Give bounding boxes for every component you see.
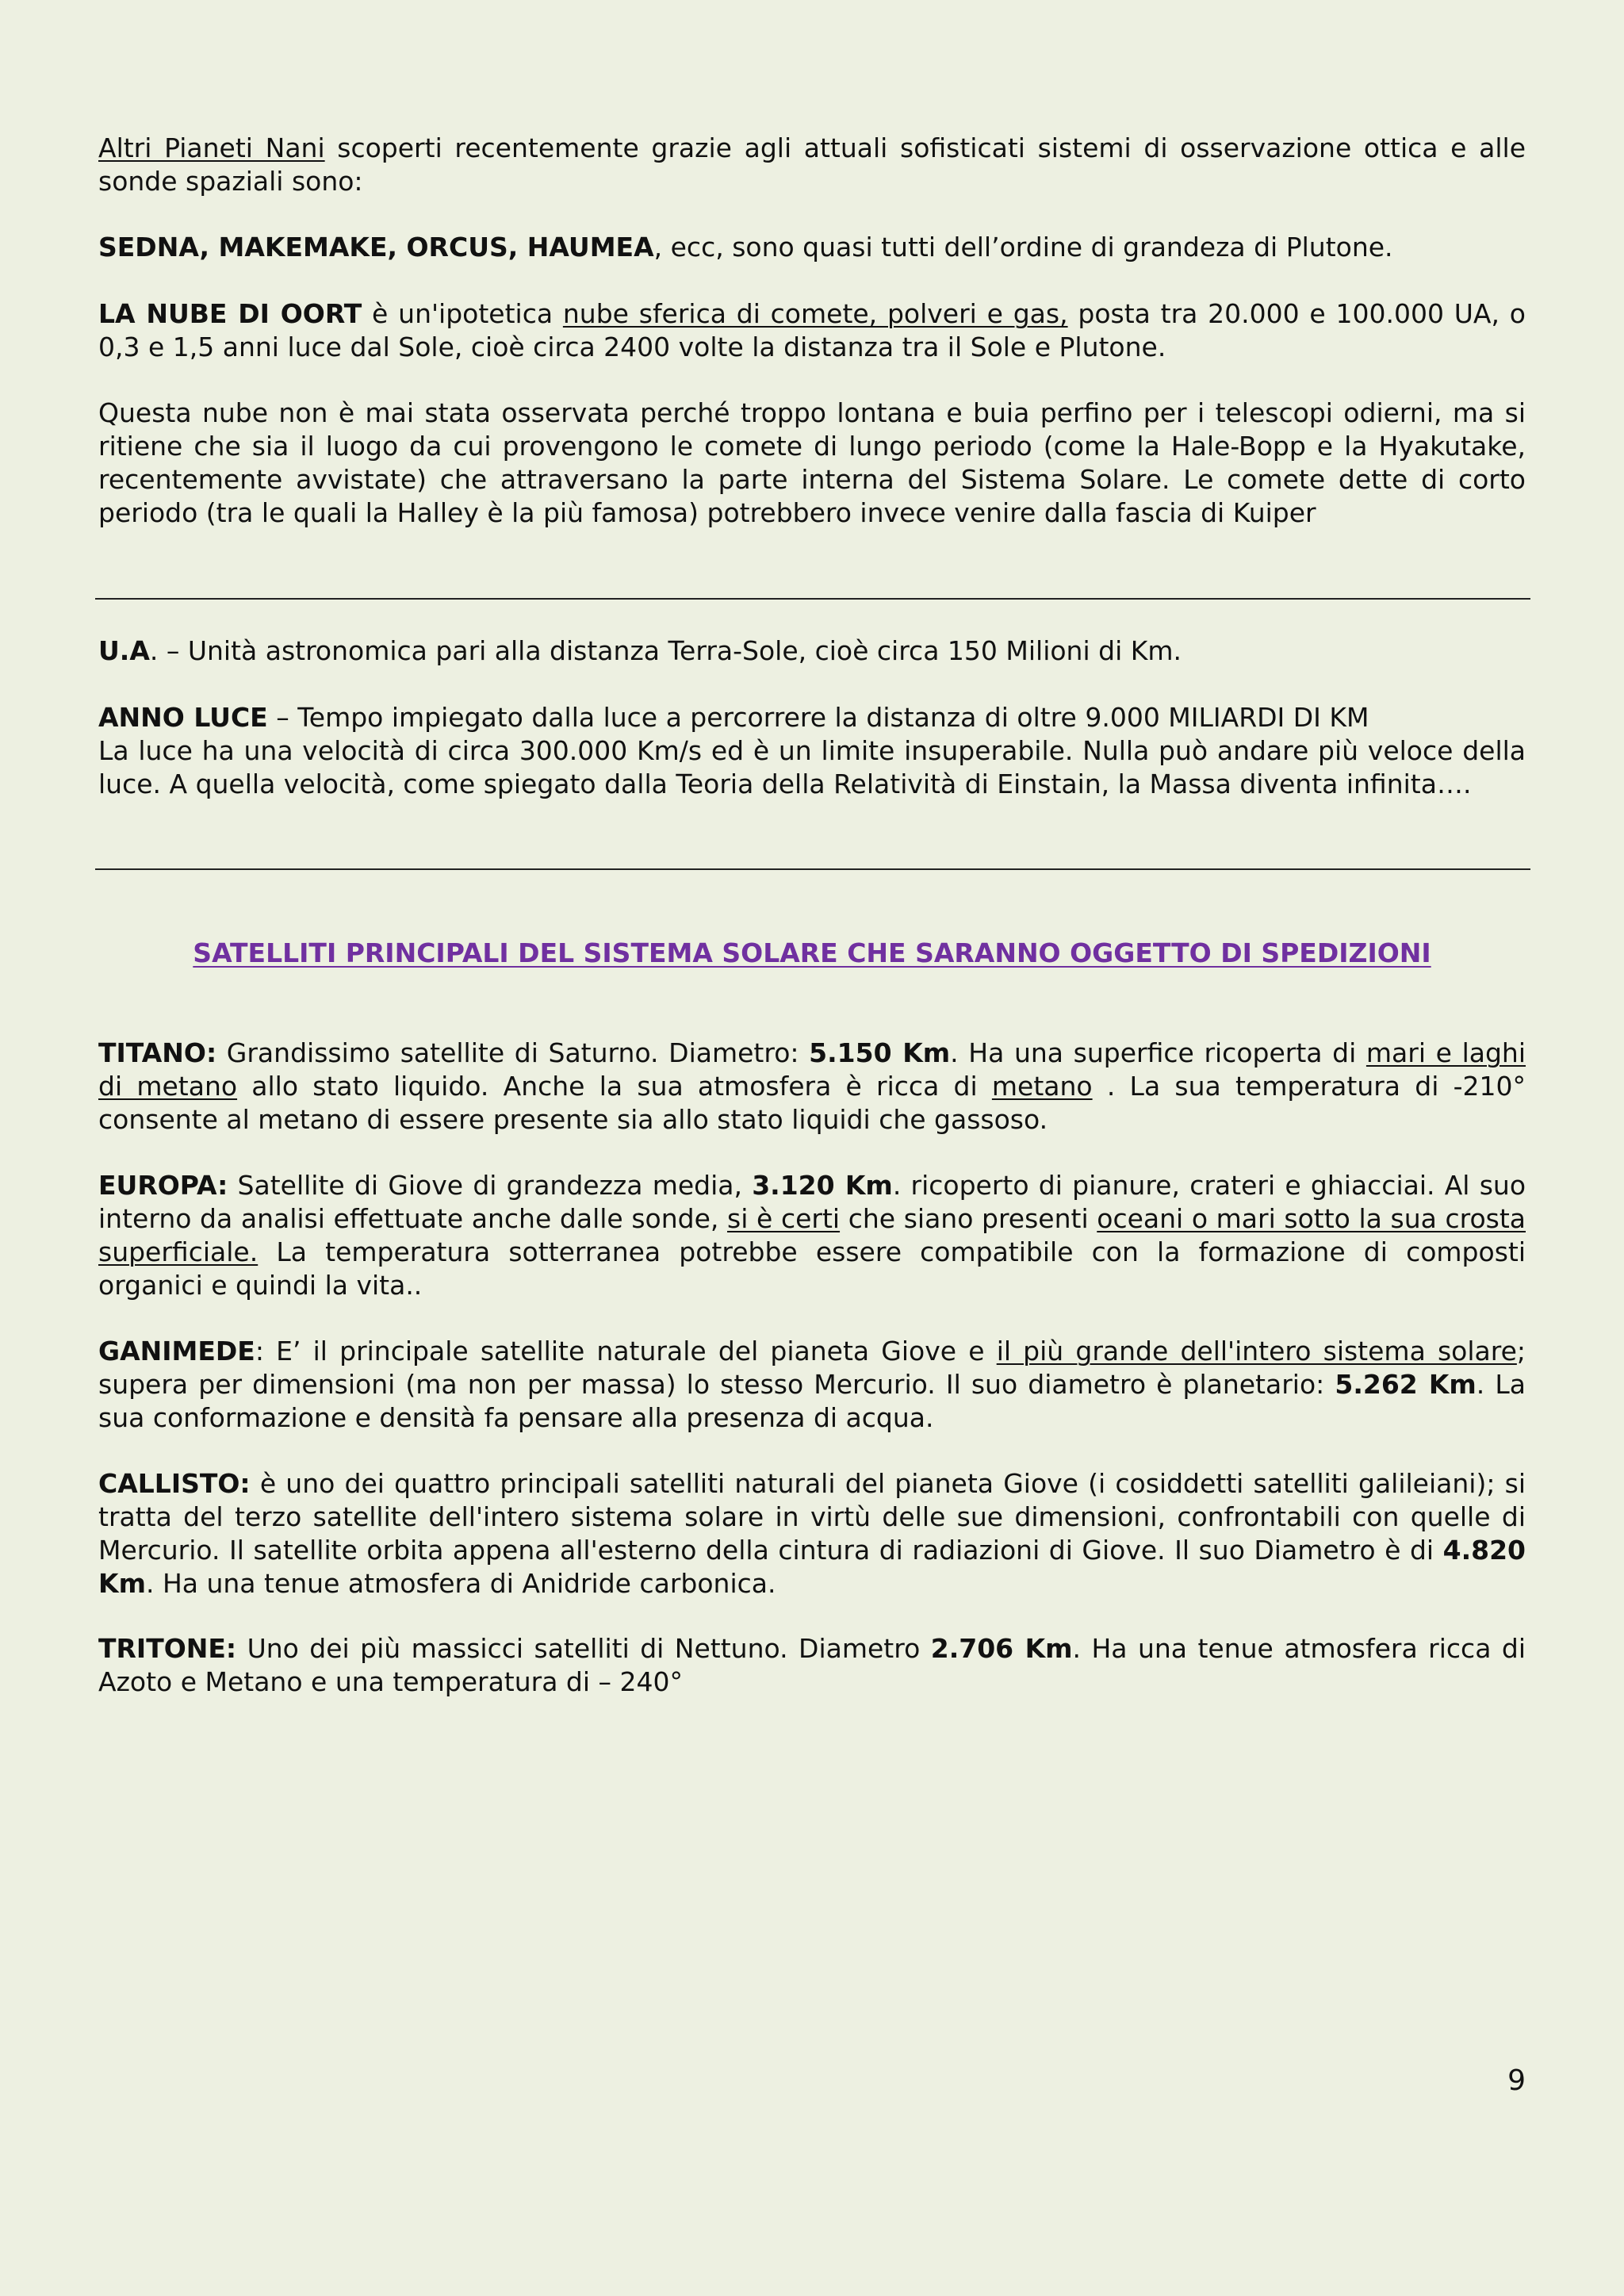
tritone-diameter: 2.706 Km xyxy=(930,1633,1073,1664)
europa-paragraph xyxy=(98,1169,1526,1302)
europa-text-1: Satellite di Giove di grandezza media, xyxy=(228,1170,753,1201)
ganimede-text-2: ; supera per dimensioni (ma non per massa) lo stesso Mercurio. Il suo diametro è planetario: xyxy=(98,1336,1526,1400)
oort-text-1: è un'ipotetica xyxy=(362,298,563,329)
anno-luce-text-1: – Tempo impiegato dalla luce a percorrere la distanza di oltre 9.000 MILIARDI DI KM xyxy=(267,702,1369,733)
intro-paragraph xyxy=(98,132,1526,198)
ganimede-name: GANIMEDE xyxy=(98,1336,255,1366)
section-heading: SATELLITI PRINCIPALI DEL SISTEMA SOLARE CHE SARANNO OGGETTO DI SPEDIZIONI xyxy=(193,937,1431,968)
europa-name: EUROPA: xyxy=(98,1170,228,1201)
titano-diameter: 5.150 Km xyxy=(809,1037,951,1068)
ganimede-text-3: . La sua conformazione e densità fa pensare alla presenza di acqua. xyxy=(98,1369,1526,1433)
ua-term: U.A xyxy=(98,635,150,666)
callisto-name: CALLISTO: xyxy=(98,1468,251,1499)
titano-underline-1: mari e laghi di metano xyxy=(98,1037,1526,1102)
ua-text: . – Unità astronomica pari alla distanza Terra-Sole, cioè circa 150 Milioni di Km. xyxy=(149,635,1182,666)
europa-diameter: 3.120 Km xyxy=(752,1170,893,1201)
oort-paragraph xyxy=(98,297,1526,364)
callisto-diameter: 4.820 Km xyxy=(98,1535,1526,1599)
divider-1 xyxy=(95,598,1530,600)
europa-underline-2: oceani o mari sotto la sua crosta superficiale. xyxy=(98,1203,1526,1267)
titano-text-4: . La sua temperatura di -210° consente al metano di essere presente sia allo stato liquidi che gassoso. xyxy=(98,1071,1526,1135)
europa-underline-1: si è certi xyxy=(727,1203,841,1234)
tritone-text-1: Uno dei più massicci satelliti di Nettuno. Diametro xyxy=(236,1633,931,1664)
oort-text-2: posta tra 20.000 e 100.000 UA, o 0,3 e 1,5 anni luce dal Sole, cioè circa 2400 volte la distanza tra il Sole e Plutone. xyxy=(98,298,1526,362)
europa-text-3: che siano presenti xyxy=(840,1203,1097,1234)
page-number: 9 xyxy=(1507,2064,1526,2097)
callisto-text-1: è uno dei quattro principali satelliti naturali del pianeta Giove (i cosiddetti satelliti galileiani); si tratta del terzo satellite dell'intero sistema solare in virtù delle sue dimensioni, confrontabili con quelle di Mercurio. Il satellite orbita appena all'esterno della cintura di radiazioni di Giove. Il suo Diametro è di xyxy=(98,1468,1526,1566)
dwarf-list-paragraph xyxy=(98,231,1526,264)
callisto-text-2: . Ha una tenue atmosfera di Anidride carbonica. xyxy=(145,1568,776,1599)
ganimede-paragraph xyxy=(98,1335,1526,1435)
oort-underline: nube sferica di comete, polveri e gas, xyxy=(562,298,1068,329)
europa-text-2: . ricoperto di pianure, crateri e ghiacciai. Al suo interno da analisi effettuate anche dalle sonde, xyxy=(98,1170,1526,1234)
anno-luce-term: ANNO LUCE xyxy=(98,702,268,733)
ganimede-text-1: : E’ il principale satellite naturale del pianeta Giove e xyxy=(255,1336,997,1366)
tritone-paragraph xyxy=(98,1632,1526,1699)
dwarf-list-text: , ecc, sono quasi tutti dell’ordine di grandeza di Plutone. xyxy=(653,232,1393,263)
titano-text-2: . Ha una superfice ricoperta di xyxy=(950,1037,1366,1068)
ua-paragraph xyxy=(98,634,1526,668)
dwarf-planets-link-text: Altri Pianeti Nani xyxy=(98,132,325,163)
titano-underline-2: metano xyxy=(991,1071,1093,1102)
tritone-name: TRITONE: xyxy=(98,1633,237,1664)
titano-name: TITANO: xyxy=(98,1037,217,1068)
ganimede-underline: il più grande dell'intero sistema solare xyxy=(996,1336,1517,1366)
tritone-text-2: . Ha una tenue atmosfera ricca di Azoto e Metano e una temperatura di – 240° xyxy=(98,1633,1526,1697)
anno-luce-text-2: La luce ha una velocità di circa 300.000 Km/s ed è un limite insuperabile. Nulla può andare più veloce della luce. A quella velocità, come spiegato dalla Teoria della Relatività di Einstain, la Massa diventa infinita…. xyxy=(98,735,1526,799)
divider-2 xyxy=(95,868,1530,870)
intro-text: scoperti recentemente grazie agli attuali sofisticati sistemi di osservazione ottica e alle sonde spaziali sono: xyxy=(98,132,1526,197)
anno-luce-paragraph xyxy=(98,701,1526,801)
titano-text-1: Grandissimo satellite di Saturno. Diametro: xyxy=(216,1037,810,1068)
titano-text-3: allo stato liquido. Anche la sua atmosfera è ricca di xyxy=(237,1071,992,1102)
callisto-paragraph xyxy=(98,1467,1526,1600)
oort-title: LA NUBE DI OORT xyxy=(98,298,362,329)
titano-paragraph xyxy=(98,1037,1526,1137)
europa-text-4: La temperatura sotterranea potrebbe essere compatibile con la formazione di composti organici e quindi la vita.. xyxy=(98,1236,1526,1301)
oort-detail-paragraph: Questa nube non è mai stata osservata perché troppo lontana e buia perfino per i telescopi odierni, ma si ritiene che sia il luogo da cui provengono le comete di lungo periodo (come la Hale-Bopp e la Hyakutake, recentemente avvistate) che attraversano la parte interna del Sistema Solare. Le comete dette di corto periodo (tra le quali la Halley è la più famosa) potrebbero invece venire dalla fascia di Kuiper xyxy=(98,397,1526,528)
dwarf-names: SEDNA, MAKEMAKE, ORCUS, HAUMEA xyxy=(98,232,654,263)
ganimede-diameter: 5.262 Km xyxy=(1335,1369,1477,1400)
